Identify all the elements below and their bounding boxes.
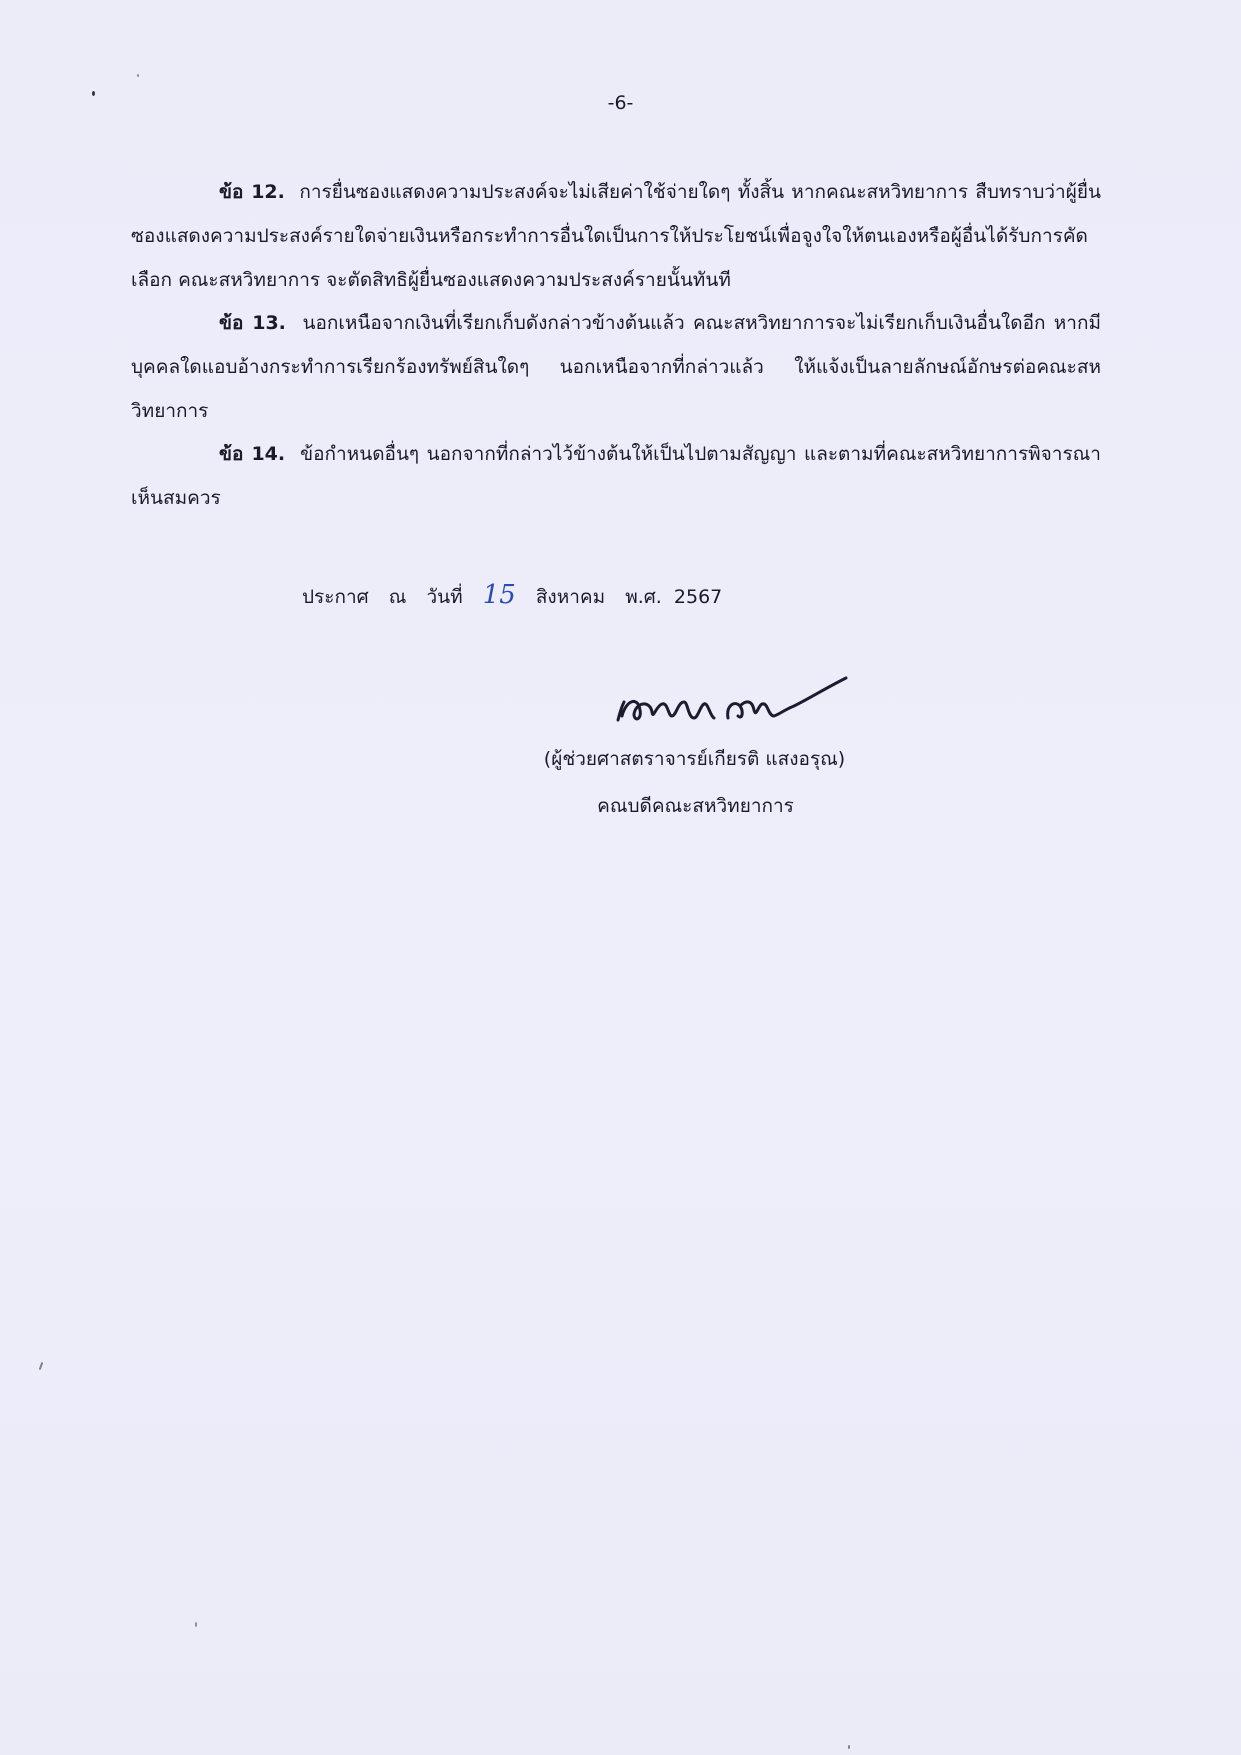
clause-12-number: ข้อ 12.	[219, 181, 285, 203]
page-number: -6-	[607, 92, 634, 114]
handwritten-signature	[612, 676, 862, 736]
clause-13-number: ข้อ 13.	[219, 312, 286, 334]
signatory-position: คณบดีคณะสหวิทยาการ	[597, 795, 794, 817]
announcement-at: ณ	[388, 586, 407, 608]
announcement-year: 2567	[673, 586, 723, 608]
announcement-month: สิงหาคม	[535, 586, 606, 608]
announcement-date-line	[302, 580, 736, 612]
clause-12	[131, 170, 1101, 302]
clause-13-text: นอกเหนือจากเงินที่เรียกเก็บดังกล่าวข้างต้นแล้ว คณะสหวิทยาการจะไม่เรียกเก็บเงินอื่นใดอีก หากมีบุคคลใดแอบอ้างกระทำการเรียกร้องทรัพย์สินใดๆ นอกเหนือจากที่กล่าวแล้ว ให้แจ้งเป็นลายลักษณ์อักษรต่อคณะสหวิทยาการ	[131, 312, 1101, 422]
clause-14-number: ข้อ 14.	[219, 443, 286, 465]
scan-speck	[848, 1745, 850, 1749]
announcement-label: ประกาศ	[302, 586, 369, 608]
clause-14-text: ข้อกำหนดอื่นๆ นอกจากที่กล่าวไว้ข้างต้นให้เป็นไปตามสัญญา และตามที่คณะสหวิทยาการพิจารณาเห็นสมควร	[131, 443, 1101, 509]
announcement-day-label: วันที่	[426, 586, 463, 608]
announcement-day-handwritten: 15	[482, 580, 516, 610]
announcement-era: พ.ศ.	[625, 586, 662, 608]
scan-speck	[92, 91, 95, 96]
clause-14	[131, 432, 1101, 520]
signatory-name: (ผู้ช่วยศาสตราจารย์เกียรติ แสงอรุณ)	[543, 748, 846, 770]
scan-speck	[39, 1362, 44, 1370]
clause-13	[131, 301, 1101, 433]
scan-speck	[195, 1622, 197, 1627]
clause-12-text: การยื่นซองแสดงความประสงค์จะไม่เสียค่าใช้จ่ายใดๆ ทั้งสิ้น หากคณะสหวิทยาการ สืบทราบว่าผู้ยื่นซองแสดงความประสงค์รายใดจ่ายเงินหรือกระทำการอื่นใดเป็นการให้ประโยชน์เพื่อจูงใจให้ตนเองหรือผู้อื่นได้รับการคัดเลือก คณะสหวิทยาการ จะตัดสิทธิผู้ยื่นซองแสดงความประสงค์รายนั้นทันที	[131, 181, 1101, 291]
scan-speck	[137, 74, 139, 77]
